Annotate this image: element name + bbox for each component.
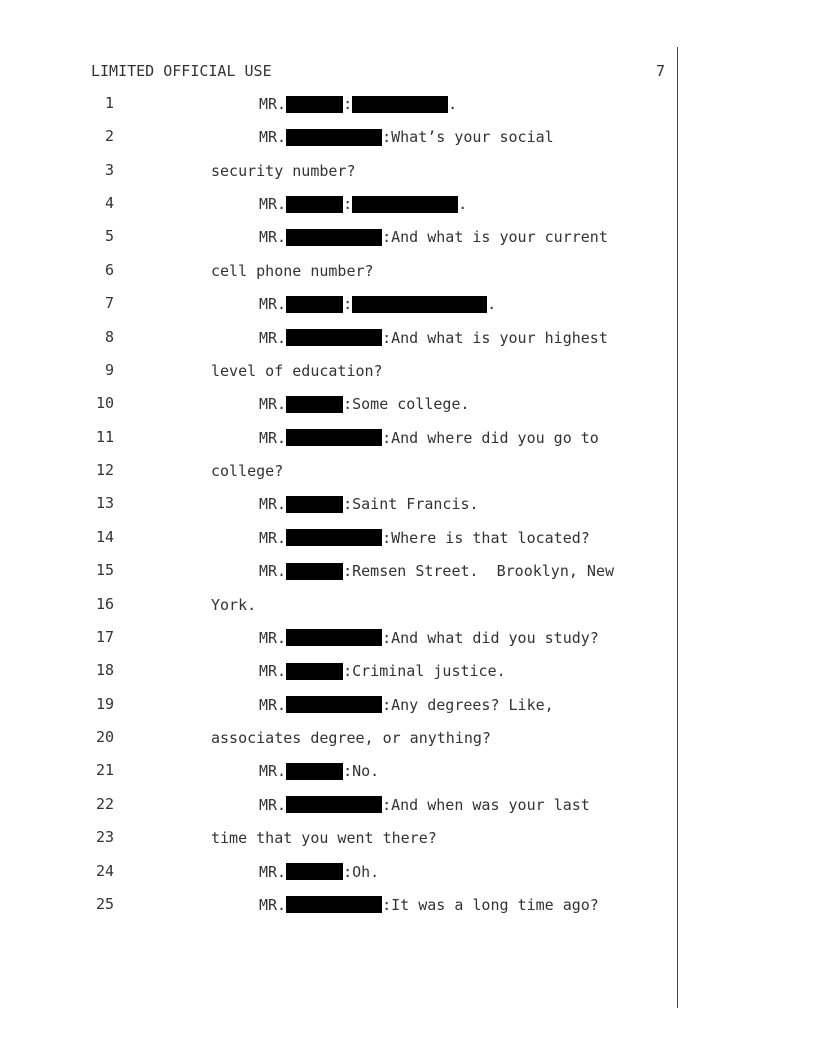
- transcript-line: [0, 328, 700, 348]
- speaker-colon: :: [343, 562, 353, 581]
- transcript-line: [0, 862, 700, 882]
- transcript-line: [0, 394, 700, 414]
- transcript-line: [0, 761, 700, 781]
- spoken-text: Saint Francis.: [352, 495, 479, 514]
- spoken-text: Where is that located?: [391, 528, 590, 547]
- line-text: [259, 628, 599, 648]
- transcript-line: [0, 528, 700, 548]
- redaction-box: [352, 296, 487, 313]
- line-text: [211, 261, 374, 281]
- redaction-box: [286, 96, 343, 113]
- speaker-prefix: MR.: [259, 662, 287, 681]
- page-number: 7: [656, 62, 666, 80]
- spoken-text: And when was your last: [391, 795, 590, 814]
- redaction-box: [286, 496, 343, 513]
- speaker-colon: :: [382, 328, 392, 347]
- transcript-line: [0, 194, 700, 214]
- transcript-line: [0, 628, 700, 648]
- speaker-prefix: MR.: [259, 495, 287, 514]
- redaction-box: [286, 563, 343, 580]
- line-text: [259, 428, 599, 448]
- continued-text: York.: [211, 595, 257, 614]
- speaker-prefix: MR.: [259, 228, 287, 247]
- continued-text: time that you went there?: [211, 829, 437, 848]
- speaker-prefix: MR.: [259, 795, 287, 814]
- speaker-colon: :: [382, 428, 392, 447]
- transcript-line: [0, 261, 700, 281]
- line-number: 1: [104, 94, 114, 112]
- line-text: [259, 227, 608, 247]
- transcript-line: [0, 595, 700, 615]
- speaker-prefix: MR.: [259, 428, 287, 447]
- continued-text: level of education?: [211, 361, 383, 380]
- transcript-line: [0, 828, 700, 848]
- transcript-line: [0, 695, 700, 715]
- line-number: 15: [95, 561, 114, 580]
- speaker-colon: :: [343, 295, 353, 314]
- line-text: [259, 294, 496, 314]
- transcript-line: [0, 294, 700, 314]
- redaction-box: [286, 129, 382, 146]
- speaker-prefix: MR.: [259, 762, 287, 781]
- line-text: [259, 194, 467, 214]
- speaker-prefix: MR.: [259, 295, 287, 314]
- trailing-period: .: [487, 295, 497, 314]
- speaker-colon: :: [382, 128, 392, 147]
- line-text: [259, 895, 599, 915]
- line-text: [259, 494, 479, 514]
- line-number: 13: [95, 494, 114, 513]
- redaction-box: [286, 663, 343, 680]
- line-number: 25: [95, 894, 114, 913]
- line-number: 24: [95, 861, 114, 880]
- speaker-prefix: MR.: [259, 528, 287, 547]
- line-number: 18: [95, 661, 114, 680]
- line-text: [259, 695, 554, 715]
- line-text: [211, 461, 283, 481]
- redaction-box: [286, 896, 382, 913]
- line-number: 16: [95, 594, 114, 613]
- speaker-colon: :: [343, 662, 353, 681]
- speaker-prefix: MR.: [259, 895, 287, 914]
- line-number: 4: [104, 194, 114, 213]
- transcript-line: [0, 127, 700, 147]
- continued-text: security number?: [211, 161, 356, 180]
- trailing-period: .: [458, 195, 468, 214]
- line-text: [211, 828, 437, 848]
- transcript-line: [0, 161, 700, 181]
- line-number: 12: [95, 461, 114, 480]
- line-number: 6: [104, 260, 114, 279]
- line-text: [259, 761, 379, 781]
- line-number: 22: [95, 794, 114, 813]
- redaction-box: [286, 329, 382, 346]
- line-text: [211, 361, 383, 381]
- redaction-box: [286, 429, 382, 446]
- trailing-period: .: [448, 95, 458, 113]
- line-number: 14: [95, 527, 114, 546]
- line-number: 9: [104, 360, 114, 379]
- speaker-colon: :: [343, 862, 353, 881]
- transcript-line: [0, 428, 700, 448]
- spoken-text: No.: [352, 762, 380, 781]
- line-number: 3: [104, 160, 114, 179]
- speaker-prefix: MR.: [259, 628, 287, 647]
- speaker-prefix: MR.: [259, 128, 287, 147]
- transcript-line: [0, 661, 700, 681]
- speaker-colon: :: [343, 495, 353, 514]
- line-text: [259, 394, 470, 414]
- continued-text: college?: [211, 462, 284, 481]
- line-text: [211, 728, 491, 748]
- line-number: 21: [95, 761, 114, 780]
- speaker-colon: :: [382, 228, 392, 247]
- spoken-text: And where did you go to: [391, 428, 599, 447]
- transcript-line: [0, 561, 700, 581]
- speaker-colon: :: [382, 695, 392, 714]
- line-text: [211, 161, 356, 181]
- line-text: [259, 528, 590, 548]
- classification-header: LIMITED OFFICIAL USE: [91, 62, 272, 80]
- redaction-box: [286, 629, 382, 646]
- speaker-prefix: MR.: [259, 328, 287, 347]
- line-text: [259, 661, 506, 681]
- continued-text: associates degree, or anything?: [211, 729, 491, 748]
- speaker-colon: :: [343, 195, 353, 214]
- line-text: [259, 862, 379, 882]
- line-number: 17: [95, 627, 114, 646]
- line-number: 20: [95, 728, 114, 747]
- line-number: 11: [95, 427, 114, 446]
- line-number: 8: [104, 327, 114, 346]
- spoken-text: Oh.: [352, 862, 380, 881]
- line-text: [211, 595, 256, 615]
- line-text: [259, 94, 457, 114]
- spoken-text: Criminal justice.: [352, 662, 506, 681]
- spoken-text: And what is your current: [391, 228, 608, 247]
- redaction-box: [286, 529, 382, 546]
- line-text: [259, 561, 614, 581]
- speaker-prefix: MR.: [259, 395, 287, 414]
- redaction-box: [286, 763, 343, 780]
- speaker-colon: :: [382, 528, 392, 547]
- line-number: 2: [104, 127, 114, 146]
- line-number: 5: [104, 227, 114, 246]
- speaker-prefix: MR.: [259, 562, 287, 581]
- redaction-box: [286, 396, 343, 413]
- speaker-colon: :: [343, 762, 353, 781]
- redaction-box: [286, 796, 382, 813]
- speaker-colon: :: [382, 795, 392, 814]
- spoken-text: It was a long time ago?: [391, 895, 599, 914]
- redaction-box: [286, 196, 343, 213]
- spoken-text: Remsen Street. Brooklyn, New: [352, 562, 615, 581]
- transcript-line: [0, 728, 700, 748]
- line-text: [259, 795, 590, 815]
- redaction-box: [352, 96, 448, 113]
- spoken-text: Some college.: [352, 395, 470, 414]
- speaker-colon: :: [343, 95, 353, 113]
- speaker-colon: :: [382, 895, 392, 914]
- speaker-colon: :: [343, 395, 353, 414]
- redaction-box: [286, 696, 382, 713]
- line-number: 10: [95, 394, 114, 413]
- transcript-line: [0, 795, 700, 815]
- transcript-line: [0, 361, 700, 381]
- line-number: 23: [95, 828, 114, 847]
- line-text: [259, 328, 608, 348]
- redaction-box: [286, 863, 343, 880]
- transcript-line: [0, 461, 700, 481]
- redaction-box: [286, 296, 343, 313]
- speaker-prefix: MR.: [259, 195, 287, 214]
- transcript-line: [0, 895, 700, 915]
- transcript-line: [0, 94, 700, 114]
- line-text: [259, 127, 554, 147]
- transcript-line: [0, 494, 700, 514]
- continued-text: cell phone number?: [211, 261, 374, 280]
- speaker-prefix: MR.: [259, 695, 287, 714]
- speaker-prefix: MR.: [259, 862, 287, 881]
- spoken-text: And what is your highest: [391, 328, 608, 347]
- line-number: 19: [95, 694, 114, 713]
- line-number: 7: [104, 294, 114, 313]
- transcript-line: [0, 227, 700, 247]
- speaker-colon: :: [382, 628, 392, 647]
- speaker-prefix: MR.: [259, 95, 287, 113]
- spoken-text: And what did you study?: [391, 628, 599, 647]
- redaction-box: [352, 196, 458, 213]
- spoken-text: What’s your social: [391, 128, 554, 147]
- spoken-text: Any degrees? Like,: [391, 695, 554, 714]
- redaction-box: [286, 229, 382, 246]
